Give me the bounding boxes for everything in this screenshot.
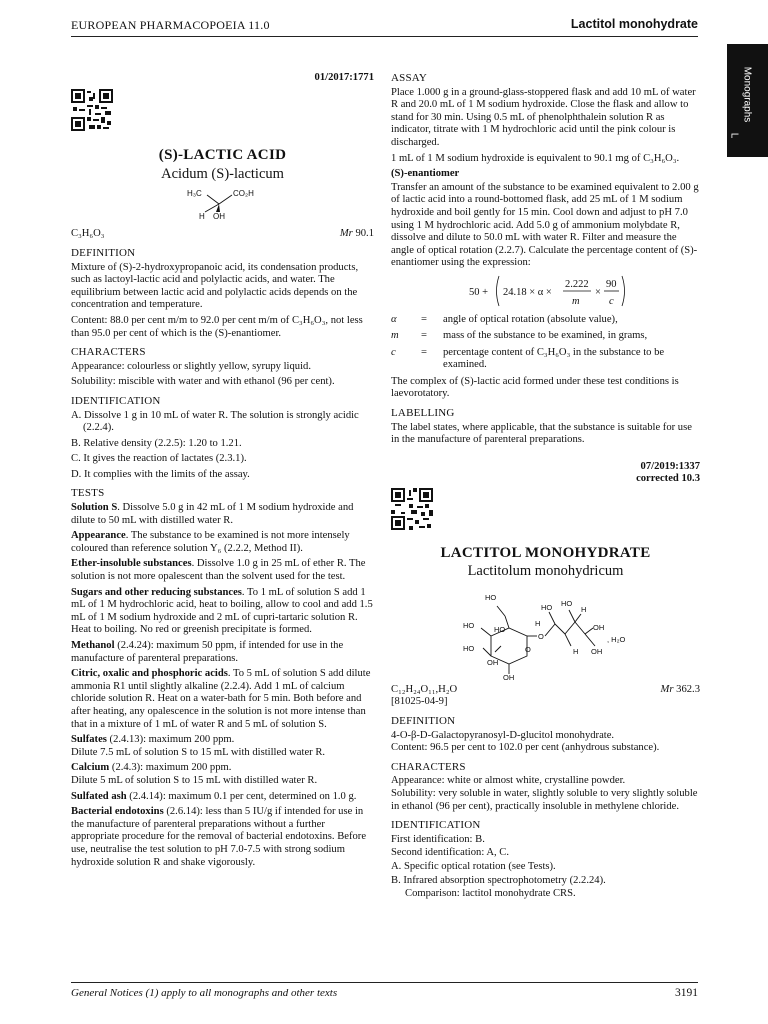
struct-ch3: H₃C [186, 189, 202, 199]
lactic-characters-heading: CHARACTERS [71, 346, 146, 359]
lactitol-formula-row [391, 684, 700, 697]
lactic-definition-heading: DEFINITION [71, 246, 136, 259]
lactic-tests-heading: TESTS [71, 487, 105, 500]
test-calcium-dilution: Dilute 5 mL of solution S to 15 mL with distilled water R. [71, 774, 318, 786]
footer-note: General Notices (1) apply to all monographs and other texts [71, 987, 338, 999]
header-rule [71, 36, 698, 37]
lactitol-formula: C₁₂H₂₄O₁₁,H₂O [391, 683, 458, 695]
lactitol-second-id: Second identification: A, C. [391, 847, 509, 859]
struct-h2o: , H₂O [606, 634, 625, 644]
struct-ho-2: HO [462, 620, 474, 630]
enantiomer-heading: (S)-enantiomer [391, 168, 460, 180]
lactic-labelling: The label states, where applicable, that the substance is suitable for use in the manufacture of parenteral preparations. [391, 421, 692, 446]
test-methanol: Methanol (2.4.24): maximum 50 ppm, if intended for use in the manufacture of parenteral preparations. [71, 640, 344, 664]
lactitol-identification-heading: IDENTIFICATION [391, 819, 481, 832]
struct-h-2: H [534, 618, 540, 628]
struct-oh: OH [212, 212, 225, 222]
page-number: 3191 [675, 987, 698, 999]
test-sugars: Sugars and other reducing substances. To 1 mL of solution S add 1 mL of 1 M hydrochloric acid, heat to boiling, allow to cool and add 1.5 mL of 1 M sodium hydroxide and 2 mL of cupri-tartaric solution R. Heat to boiling. No red or greenish precipitate is formed. [71, 586, 373, 636]
struct-ho-3: HO [493, 624, 505, 634]
left-column [71, 72, 374, 872]
lactic-solubility: Solubility: miscible with water and with ethanol (96 per cent). [71, 376, 335, 388]
expr-n1: 2.222 [565, 278, 589, 290]
lactitol-latin-name: Lactitolum monohydricum [467, 563, 624, 580]
struct-oh-2: OH [502, 672, 514, 680]
enantiomer-method: Transfer an amount of the substance to be examined equivalent to 2.00 g of lactic acid into a round-bottomed flask, add 25 mL of 1 M sodium hydroxide and boil gently for 15 min. Cool down and adjust to pH 7.0 using 1 M hydrochloric acid. Add 5.0 g of ammonium molybdate R, dissolve and dilute to 50.0 mL with water R. Filter and measure the angle of optical rotation (2.2.7). Calculate the percentage content of (S)-enantiomer using the expression: [391, 181, 699, 269]
lactic-identification-heading: IDENTIFICATION [71, 394, 161, 407]
lactic-title: (S)-LACTIC ACID [158, 147, 287, 164]
lactitol-id-b: B. Infrared absorption spectrophotometry (2.2.24). [391, 874, 606, 886]
lactic-id-b: B. Relative density (2.2.5): 1.20 to 1.21. [71, 437, 242, 449]
lactic-id-c: C. It gives the reaction of lactates (2.3.1). [71, 453, 247, 465]
lactitol-content: Content: 96.5 per cent to 102.0 per cent (anhydrous substance). [391, 742, 660, 754]
lactitol-definition-heading: DEFINITION [391, 715, 456, 727]
struct-ho-1: HO [484, 592, 496, 602]
lactitol-cas: [81025-04-9] [391, 696, 448, 708]
running-header-left: EUROPEAN PHARMACOPOEIA 11.0 [71, 18, 270, 32]
qr-code-icon [391, 488, 433, 530]
expr-d2: c [609, 295, 614, 307]
lactic-labelling-heading: LABELLING [391, 407, 455, 420]
lactic-id-a: A. Dissolve 1 g in 10 mL of water R. The solution is strongly acidic (2.2.4). [71, 409, 359, 434]
lactitol-characters-heading: CHARACTERS [391, 760, 466, 773]
qr-code-icon [71, 89, 113, 131]
lactitol-mr: Mr 362.3 [660, 683, 700, 695]
lactic-mr: Mr 90.1 [339, 228, 374, 240]
lactic-assay-equivalent: 1 mL of 1 M sodium hydroxide is equivalent to 90.1 mg of C₃H₆O₃. [391, 152, 680, 164]
def-m: m = mass of the substance to be examined, in grams, [391, 330, 648, 342]
lactitol-correction: corrected 10.3 [636, 473, 700, 485]
lactic-id-d: D. It complies with the limits of the assay. [71, 468, 250, 480]
right-column [391, 72, 700, 904]
lactitol-title: LACTITOL MONOHYDRATE [440, 544, 651, 561]
lactic-definition: Mixture of (S)-2-hydroxypropanoic acid, its condensation products, such as lactoyl-lactic acid and polylactic acids, and water. The equilibrium between lactic acid and polylactic acids depends on the concentration and temperature. [71, 261, 359, 311]
struct-h: H [198, 212, 205, 222]
struct-h-1: H [580, 604, 586, 614]
test-sulfates: Sulfates (2.4.13): maximum 200 ppm. [71, 734, 235, 746]
lactitol-first-id: First identification: B. [391, 833, 485, 845]
expr-x: × [595, 286, 601, 298]
test-solution-s: Solution S. Dissolve 5.0 g in 42 mL of 1 M sodium hydroxide and dilute to 50 mL with distilled water R. [71, 502, 354, 526]
test-citric-oxalic: Citric, oxalic and phosphoric acids. To 5 mL of solution S add dilute ammonia R1 until slightly alkaline (2.2.4). Add 1 mL of calcium chloride solution R. Heat on a water-bath for 5 min. Both before and after heating, any opalescence in the solution is not more intense than that in a mixture of 1 mL of water R and 5 mL of solution S. [71, 668, 371, 730]
struct-o-link: O [537, 631, 544, 641]
lactitol-definition: 4-O-β-D-Galactopyranosyl-D-glucitol monohydrate. [391, 729, 615, 741]
struct-oh-4: OH [590, 646, 602, 656]
test-appearance: Appearance. The substance to be examined is not more intensely coloured than reference solution Y₆ (2.2.2, Method II). [71, 530, 350, 554]
test-sulfated-ash: Sulfated ash (2.4.14): maximum 0.1 per cent, determined on 1.0 g. [71, 790, 357, 802]
test-ether-insoluble: Ether-insoluble substances. Dissolve 1.0 g in 25 mL of ether R. The solution is not more opalescent than the solvent used for the test. [71, 558, 366, 583]
lactic-assay: Place 1.000 g in a ground-glass-stoppered flask and add 10 mL of water R and 20.0 mL of 1 M sodium hydroxide. Close the flask and allow to stand for 30 min. Using 0.5 mL of phenolphthalein solution R as indicator, titrate with 1 M hydrochloric acid until the pink colour is discharged. [391, 86, 696, 148]
def-alpha: α = angle of optical rotation (absolute value), [391, 313, 618, 325]
lactitol-comparison: Comparison: lactitol monohydrate CRS. [405, 888, 576, 900]
struct-oh-3: OH [592, 622, 604, 632]
lactitol-monograph-code: 07/2019:1337 [640, 460, 700, 472]
enantiomer-expression [391, 273, 700, 309]
lactitol-solubility: Solubility: very soluble in water, slightly soluble to very slightly soluble in ethanol (96 per cent), practically insoluble in methylene chloride. [391, 787, 698, 812]
test-bacterial-endotoxins: Bacterial endotoxins (2.6.14): less than 5 IU/g if intended for use in the manufacture of parenteral preparations without a further appropriate procedure for the removal of bacterial endotoxins. Before use, neutralise the test solution to pH 7.0-7.5 with strong sodium hydroxide solution R and shake vigorously. [71, 806, 367, 868]
lactitol-id-a: A. Specific optical rotation (see Tests). [391, 860, 556, 872]
expr-a: 50 + [469, 286, 489, 298]
struct-o-ring: O [524, 644, 531, 654]
test-calcium: Calcium (2.4.3): maximum 200 ppm. [71, 762, 232, 774]
lactic-monograph-code: 01/2017:1771 [314, 72, 374, 83]
struct-oh-1: OH [486, 657, 498, 667]
expr-n2: 90 [606, 278, 617, 290]
lactic-appearance: Appearance: colourless or slightly yellow, syrupy liquid. [71, 360, 311, 372]
section-tab-label: Monographs [741, 66, 753, 123]
test-sulfates-dilution: Dilute 7.5 mL of solution S to 15 mL with distilled water R. [71, 746, 326, 758]
lactitol-appearance: Appearance: white or almost white, crystalline powder. [391, 775, 626, 787]
lactic-formula: C₃H₆O₃ [71, 228, 105, 240]
struct-ho-5: HO [540, 602, 552, 612]
lactic-formula-row [71, 228, 374, 241]
lactic-content: Content: 88.0 per cent m/m to 92.0 per cent m/m of C₃H₆O₃, not less than 95.0 per cent of which is the (S)-enantiomer. [71, 314, 363, 339]
struct-ho-6: HO [560, 598, 572, 608]
section-tab [727, 44, 768, 157]
lactic-latin-name: Acidum (S)-lacticum [161, 165, 284, 182]
section-tab-letter: L [728, 132, 740, 139]
struct-co2h: CO₂H [232, 189, 254, 199]
running-header-right: Lactitol monohydrate [570, 17, 698, 31]
def-c: c = percentage content of C₃H₆O₃ in the substance to be examined. [391, 346, 665, 371]
struct-ho-4: HO [462, 643, 474, 653]
expr-d1: m [572, 295, 580, 307]
expr-b: 24.18 × α × [503, 286, 552, 298]
lactic-structure [183, 186, 263, 224]
struct-h-3: H [572, 646, 578, 656]
lactic-assay-heading: ASSAY [391, 72, 428, 84]
lactitol-structure [461, 584, 631, 680]
footer-rule [71, 982, 698, 983]
complex-note: The complex of (S)-lactic acid formed under these test conditions is laevorotatory. [391, 375, 679, 400]
